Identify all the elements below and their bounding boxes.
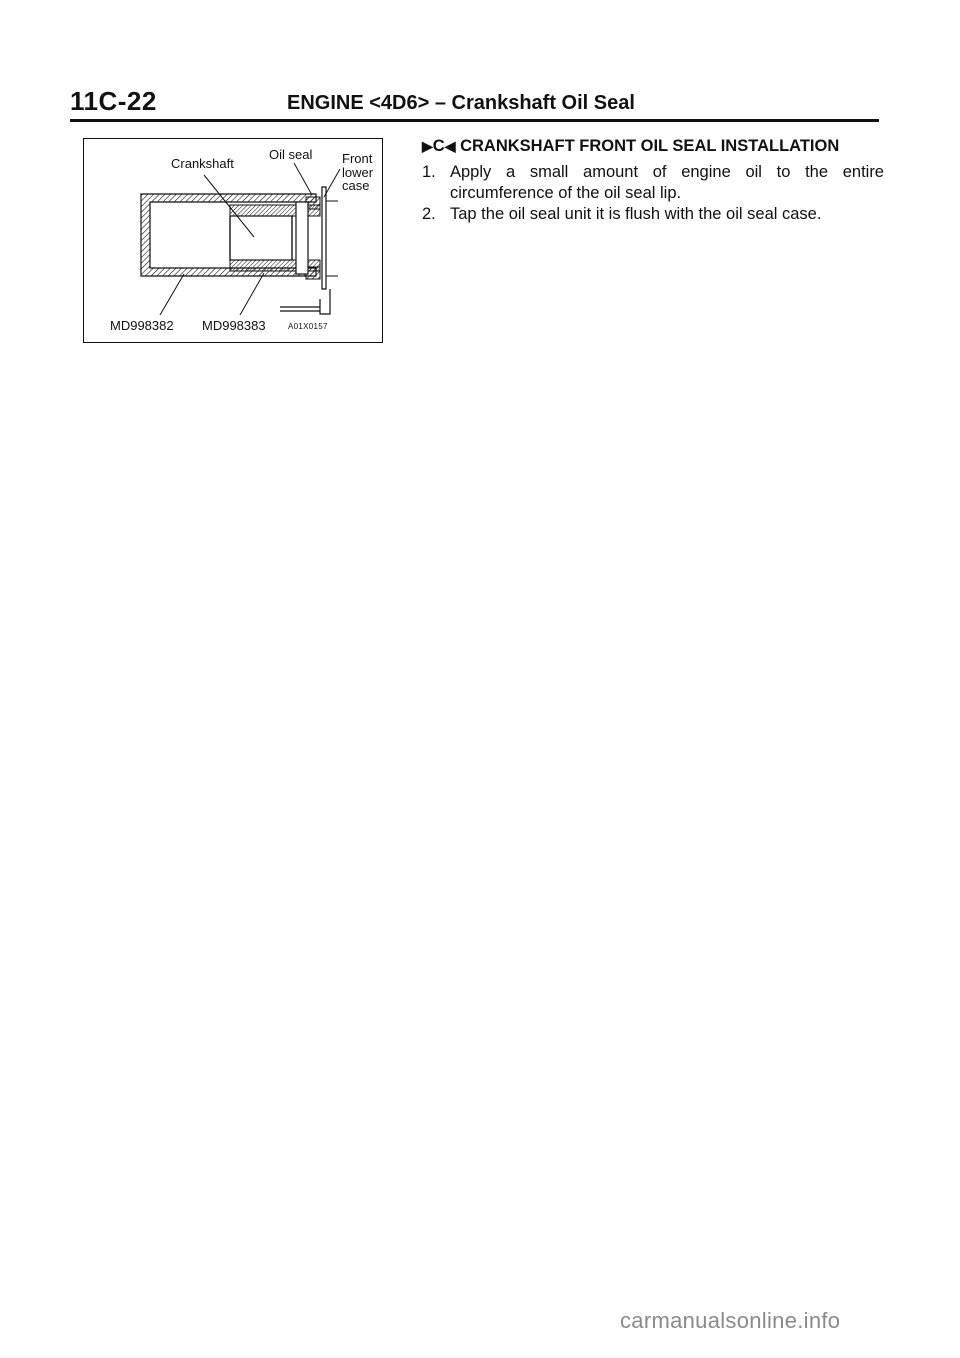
list-item	[422, 162, 884, 204]
label-tool-md998383: MD998383	[202, 318, 266, 333]
label-case: case	[342, 178, 370, 193]
step-text: Tap the oil seal unit it is flush with the oil seal case.	[450, 205, 822, 223]
marker-right-arrow-icon: ▶	[422, 138, 433, 154]
label-crankshaft: Crankshaft	[171, 156, 234, 171]
crankshaft-end	[296, 202, 308, 274]
figure-code: A01X0157	[288, 322, 328, 331]
watermark: carmanualsonline.info	[620, 1308, 841, 1333]
step-number: 2.	[422, 205, 436, 223]
list-item	[422, 204, 884, 225]
label-front: Front	[342, 151, 373, 166]
label-tool-md998382: MD998382	[110, 318, 174, 333]
header-rule	[70, 119, 879, 122]
step-list	[422, 162, 884, 225]
guide-md998383	[230, 216, 292, 260]
marker-left-arrow-icon: ◀	[444, 138, 456, 154]
oil-seal-installation-figure	[83, 138, 383, 343]
section-heading	[422, 137, 884, 156]
label-lower: lower	[342, 165, 374, 180]
front-lower-case	[322, 187, 326, 289]
step-number: 1.	[422, 163, 436, 181]
step-text: Apply a small amount of engine oil to the entire circumference of the oil seal lip.	[450, 163, 884, 202]
running-title: ENGINE <4D6> – Crankshaft Oil Seal	[287, 92, 635, 114]
marker-letter: C	[432, 137, 445, 155]
page-number: 11C-22	[70, 86, 157, 116]
installation-section	[422, 137, 884, 225]
label-oil-seal: Oil seal	[269, 147, 313, 162]
section-heading-text: CRANKSHAFT FRONT OIL SEAL INSTALLATION	[460, 137, 840, 155]
